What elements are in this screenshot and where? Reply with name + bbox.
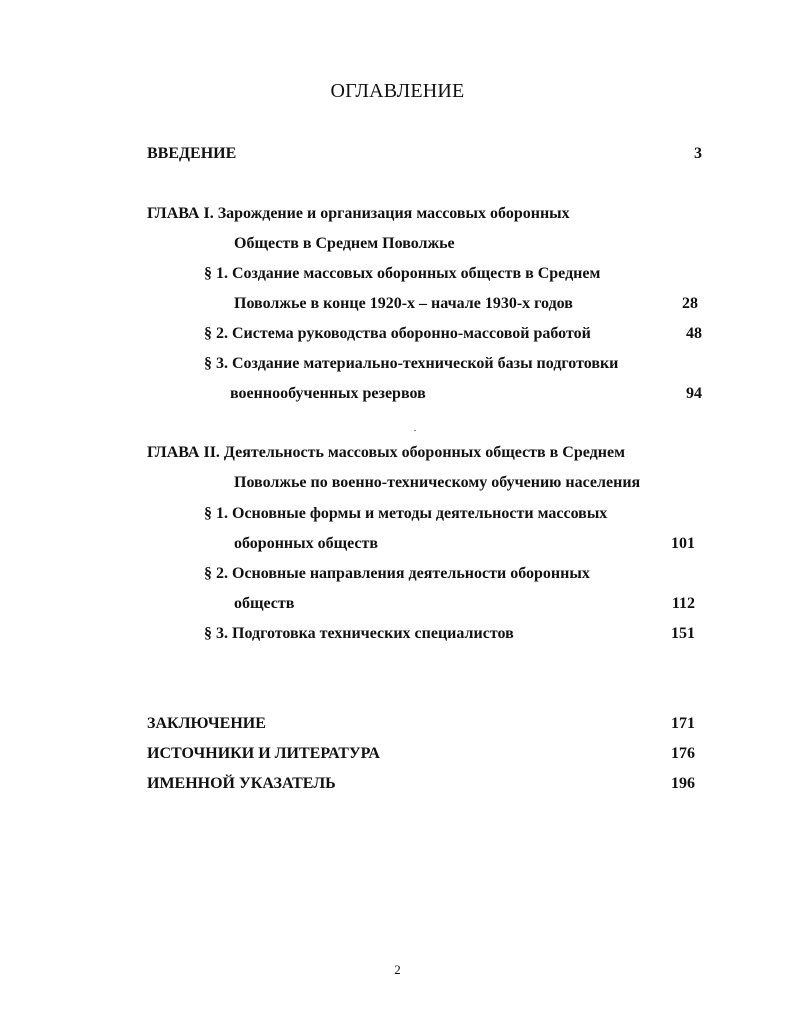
toc-ch1-sec1-page: 28	[682, 295, 698, 312]
toc-chapter1-title: ГЛАВА I. Зарождение и организация массовых оборонных	[147, 205, 570, 222]
toc-intro-page: 3	[694, 145, 702, 162]
toc-ch2-sec1-line2: оборонных обществ	[234, 535, 379, 552]
toc-ch2-sec3-line1: § 3. Подготовка технических специалистов	[204, 625, 514, 642]
toc-ch1-sec2-line1: § 2. Система руководства оборонно-массовой работой	[204, 325, 591, 342]
toc-ch2-sec2-line2: обществ	[234, 595, 295, 612]
toc-chapter1-title-cont: Обществ в Среднем Поволжье	[234, 235, 455, 252]
scan-speck	[414, 430, 416, 431]
toc-ch1-sec1-line2: Поволжье в конце 1920-х – начале 1930-х годов	[234, 295, 573, 312]
toc-ch2-sec2-page: 112	[671, 595, 695, 612]
toc-ch2-sec1-page: 101	[671, 535, 695, 552]
toc-ch1-sec3-line2: военнообученных резервов	[230, 385, 426, 402]
toc-conclusion-label: ЗАКЛЮЧЕНИЕ	[147, 715, 266, 732]
toc-ch1-sec3-page: 94	[686, 385, 702, 402]
page-title: ОГЛАВЛЕНИЕ	[330, 80, 465, 102]
toc-ch1-sec3-line1: § 3. Создание материально-технической базы подготовки	[204, 355, 619, 372]
toc-index-page: 196	[671, 775, 695, 792]
toc-ch2-sec3-page: 151	[671, 625, 695, 642]
toc-intro-label: ВВЕДЕНИЕ	[147, 145, 237, 162]
footer-page-number: 2	[394, 962, 401, 977]
toc-sources-page: 176	[671, 745, 695, 762]
toc-sources-label: ИСТОЧНИКИ И ЛИТЕРАТУРА	[147, 745, 380, 762]
toc-ch1-sec2-page: 48	[686, 325, 702, 342]
toc-chapter2-title-cont: Поволжье по военно-техническому обучению населения	[234, 474, 641, 491]
toc-conclusion-page: 171	[671, 715, 695, 732]
toc-chapter2-title: ГЛАВА II. Деятельность массовых оборонных обществ в Среднем	[147, 444, 625, 461]
toc-index-label: ИМЕННОЙ УКАЗАТЕЛЬ	[147, 775, 336, 792]
toc-ch1-sec1-line1: § 1. Создание массовых оборонных обществ в Среднем	[204, 265, 601, 282]
toc-ch2-sec2-line1: § 2. Основные направления деятельности оборонных	[204, 565, 590, 582]
toc-ch2-sec1-line1: § 1. Основные формы и методы деятельности массовых	[204, 505, 608, 522]
